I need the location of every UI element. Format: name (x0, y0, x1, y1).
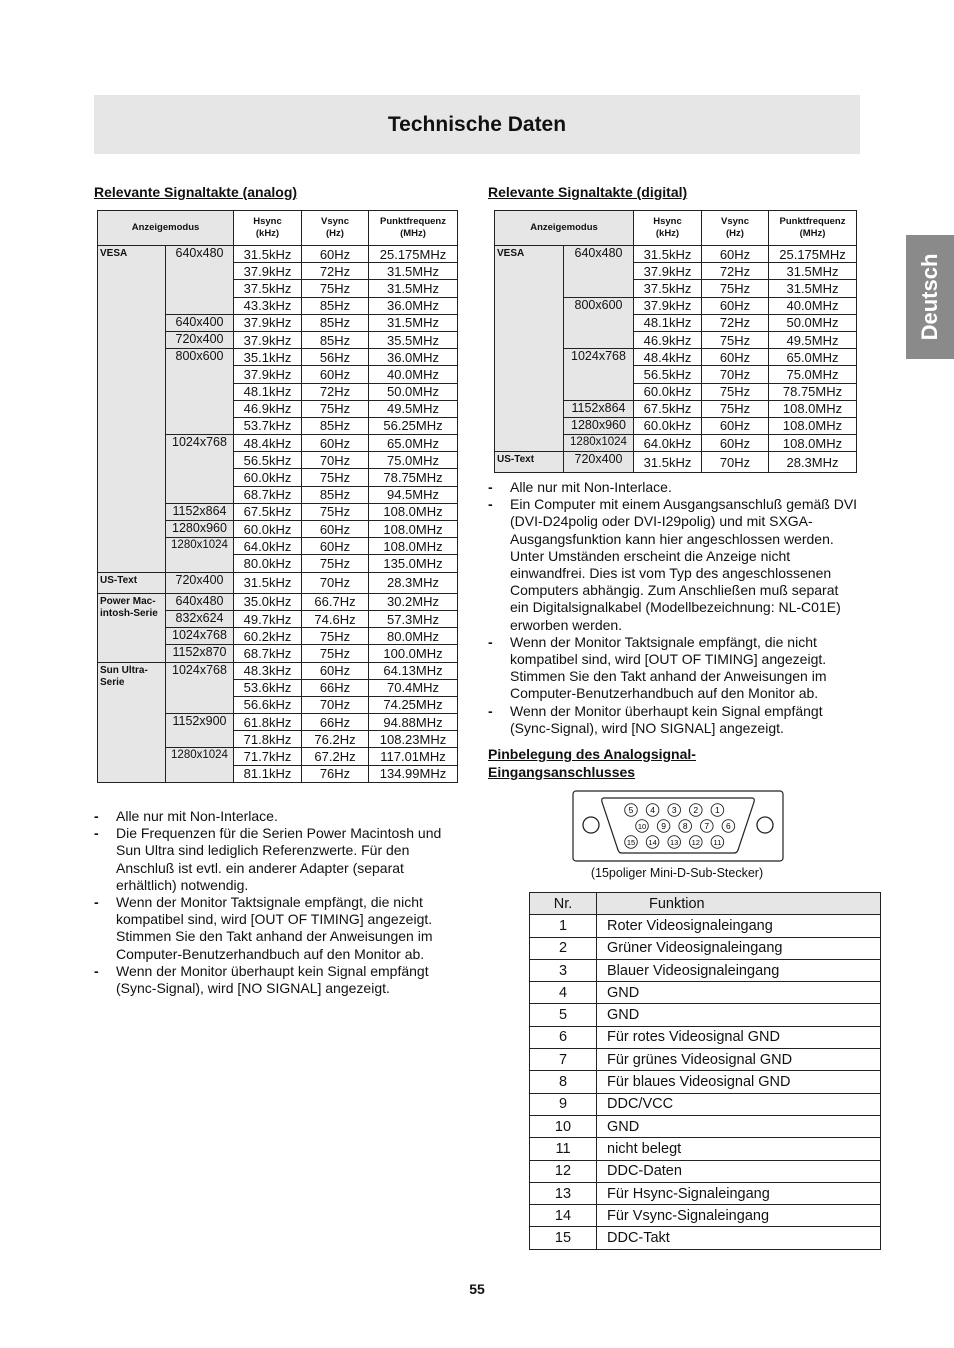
vsync-cell: 60Hz (702, 349, 769, 366)
hsync-cell: 56.6kHz (234, 696, 302, 713)
resolution-cell: 1280x1024 (166, 748, 234, 782)
vsync-cell: 70Hz (302, 572, 369, 593)
pin-function-cell: Für blaues Videosignal GND (597, 1071, 881, 1093)
table-row (98, 662, 458, 679)
hsync-cell: 68.7kHz (234, 486, 302, 503)
pixel-clock-cell: 64.13MHz (369, 662, 458, 679)
vsync-cell: 75Hz (702, 331, 769, 348)
pin-number-cell: 5 (530, 1004, 597, 1026)
hsync-cell: 53.6kHz (234, 679, 302, 696)
page-number: 55 (469, 1281, 485, 1297)
hsync-cell: 35.1kHz (234, 349, 302, 366)
vsync-cell: 85Hz (302, 297, 369, 314)
header-pixel-clock (769, 211, 857, 246)
resolution-cell: 800x600 (564, 297, 634, 349)
hsync-cell: 37.9kHz (234, 331, 302, 348)
resolution-cell: 640x480 (166, 246, 234, 315)
vsync-cell: 75Hz (302, 628, 369, 645)
note-text: Ein Computer mit einem Ausgangsanschluß gemäß DVI (DVI-D24polig oder DVI-I29polig) und mit SXGA-Ausgangsfunktion kann hier angeschlossen werden. Unter Umständen erscheint die Anzeige nicht einwandfrei. Dies ist vom Typ des angeschlossenen Computers abhängig. Zum Anschließen muß separat ein Digitalsignalkabel (Modellbezeichnung: NL-C01E) erworben werden. (510, 496, 858, 633)
pin-table-header (530, 893, 881, 915)
pixel-clock-cell: 94.88MHz (369, 714, 458, 731)
pixel-clock-cell: 28.3MHz (769, 452, 857, 473)
table-row (530, 1071, 881, 1093)
vsync-cell: 75Hz (302, 645, 369, 662)
header-function: Funktion (597, 893, 881, 915)
vsync-cell: 85Hz (302, 314, 369, 331)
pin-function-cell: Blauer Videosignaleingang (597, 959, 881, 981)
resolution-cell: 1280x960 (564, 417, 634, 434)
vsync-cell: 60Hz (702, 297, 769, 314)
table-row (530, 1205, 881, 1227)
vsync-cell: 70Hz (702, 366, 769, 383)
vsync-cell: 60Hz (302, 662, 369, 679)
header-vsync (702, 211, 769, 246)
table-row (495, 246, 857, 263)
hsync-cell: 37.9kHz (234, 314, 302, 331)
header-hsync-unit: (kHz) (655, 228, 680, 239)
resolution-cell: 720x400 (564, 452, 634, 473)
vsync-cell: 85Hz (302, 331, 369, 348)
header-mode: Anzeigemodus (98, 211, 234, 246)
digital-notes (488, 479, 860, 737)
pixel-clock-cell: 70.4MHz (369, 679, 458, 696)
table-row (530, 1182, 881, 1204)
language-tab (906, 235, 954, 359)
hsync-cell: 48.3kHz (234, 662, 302, 679)
table-row (530, 959, 881, 981)
vsync-cell: 75Hz (702, 383, 769, 400)
hsync-cell: 46.9kHz (634, 331, 702, 348)
note-bullet: - (488, 633, 493, 650)
pixel-clock-cell: 78.75MHz (769, 383, 857, 400)
vsync-cell: 75Hz (702, 280, 769, 297)
pixel-clock-cell: 74.25MHz (369, 696, 458, 713)
pin-number-cell: 12 (530, 1160, 597, 1182)
table-header-row (98, 211, 458, 246)
vsync-cell: 76.2Hz (302, 731, 369, 748)
pin-number-cell: 10 (530, 1115, 597, 1137)
vsync-cell: 75Hz (702, 400, 769, 417)
pin-number-cell: 11 (530, 1138, 597, 1160)
pixel-clock-cell: 94.5MHz (369, 486, 458, 503)
pin-number-cell: 3 (530, 959, 597, 981)
resolution-cell: 832x624 (166, 610, 234, 627)
hsync-cell: 67.5kHz (634, 400, 702, 417)
vsync-cell: 60Hz (302, 521, 369, 538)
vsync-cell: 66Hz (302, 679, 369, 696)
pixel-clock-cell: 134.99MHz (369, 765, 458, 782)
resolution-cell: 1024x768 (166, 662, 234, 714)
hsync-cell: 53.7kHz (234, 417, 302, 434)
group-label: Sun Ultra-Serie (98, 662, 166, 782)
note-bullet: - (94, 894, 99, 911)
header-nr: Nr. (530, 893, 597, 915)
hsync-cell: 48.1kHz (234, 383, 302, 400)
note-text: Die Frequenzen für die Serien Power Macintosh und Sun Ultra sind lediglich Referenzwerte. Für den Anschluß ist evtl. ein anderer Adapter (separat erhältlich) notwendig. (116, 825, 442, 893)
note-item (94, 894, 466, 963)
pin-function-cell: Roter Videosignaleingang (597, 915, 881, 937)
vsync-cell: 75Hz (302, 280, 369, 297)
pixel-clock-cell: 40.0MHz (769, 297, 857, 314)
pixel-clock-cell: 25.175MHz (369, 246, 458, 263)
hsync-cell: 81.1kHz (234, 765, 302, 782)
resolution-cell: 640x400 (166, 314, 234, 331)
pixel-clock-cell: 31.5MHz (769, 280, 857, 297)
pixel-clock-cell: 108.0MHz (369, 538, 458, 555)
pin-number-cell: 2 (530, 937, 597, 959)
connector-pin-number: 8 (682, 821, 688, 831)
d-sub-connector-diagram (572, 790, 784, 863)
header-vsync (302, 211, 369, 246)
pin-function-cell: Für Hsync-Signaleingang (597, 1182, 881, 1204)
vsync-cell: 66Hz (302, 714, 369, 731)
hsync-cell: 37.9kHz (234, 263, 302, 280)
header-hsync-label: Hsync (653, 216, 682, 227)
pinout-section-title (488, 745, 748, 781)
hsync-cell: 31.5kHz (634, 246, 702, 263)
pixel-clock-cell: 36.0MHz (369, 349, 458, 366)
table-row (530, 1004, 881, 1026)
note-item (488, 703, 860, 737)
pixel-clock-cell: 31.5MHz (369, 280, 458, 297)
hsync-cell: 48.4kHz (634, 349, 702, 366)
pixel-clock-cell: 80.0MHz (369, 628, 458, 645)
hsync-cell: 46.9kHz (234, 400, 302, 417)
header-vsync-label: Vsync (721, 216, 749, 227)
vsync-cell: 72Hz (302, 383, 369, 400)
hsync-cell: 37.9kHz (234, 366, 302, 383)
connector-pin-number: 2 (693, 805, 699, 815)
vsync-cell: 74.6Hz (302, 610, 369, 627)
hsync-cell: 35.0kHz (234, 593, 302, 610)
pin-number-cell: 13 (530, 1182, 597, 1204)
header-hsync (234, 211, 302, 246)
vsync-cell: 56Hz (302, 349, 369, 366)
connector-pin-number: 3 (671, 805, 677, 815)
pixel-clock-cell: 100.0MHz (369, 645, 458, 662)
note-item (488, 634, 860, 703)
note-bullet: - (488, 479, 493, 495)
pin-function-cell: DDC-Daten (597, 1160, 881, 1182)
hsync-cell: 64.0kHz (234, 538, 302, 555)
pin-function-cell: GND (597, 1115, 881, 1137)
language-tab-label: Deutsch (917, 253, 942, 341)
hsync-cell: 37.9kHz (634, 263, 702, 280)
table-row (530, 1049, 881, 1071)
resolution-cell: 1024x768 (166, 435, 234, 504)
table-row (530, 982, 881, 1004)
resolution-cell: 640x480 (166, 593, 234, 610)
connector-pin-number: 1 (715, 805, 720, 815)
header-vsync-label: Vsync (321, 216, 349, 227)
header-pixel-clock-unit: (MHz) (400, 228, 426, 239)
table-row (98, 593, 458, 610)
pixel-clock-cell: 30.2MHz (369, 593, 458, 610)
resolution-cell: 1152x864 (166, 503, 234, 520)
note-text: Wenn der Monitor Taktsignale empfängt, die nicht kompatibel sind, wird [OUT OF TIMING] angezeigt. Stimmen Sie den Takt anhand der Anweisungen im Computer-Benutzerhandbuch auf den Monitor ab. (510, 633, 827, 702)
note-bullet: - (94, 962, 99, 979)
hsync-cell: 71.7kHz (234, 748, 302, 765)
resolution-cell: 1152x870 (166, 645, 234, 662)
pin-assignment-table (529, 892, 881, 1250)
note-item (94, 825, 466, 894)
vsync-cell: 76Hz (302, 765, 369, 782)
hsync-cell: 31.5kHz (234, 572, 302, 593)
table-header-row (495, 211, 857, 246)
note-item (488, 496, 860, 634)
vsync-cell: 70Hz (302, 696, 369, 713)
header-vsync-unit: (Hz) (726, 228, 744, 239)
pin-number-cell: 9 (530, 1093, 597, 1115)
pin-function-cell: Für Vsync-Signaleingang (597, 1205, 881, 1227)
pin-number-cell: 4 (530, 982, 597, 1004)
header-mode: Anzeigemodus (495, 211, 634, 246)
resolution-cell: 800x600 (166, 349, 234, 435)
analog-section-title: Relevante Signaltakte (analog) (94, 184, 298, 200)
resolution-cell: 640x480 (564, 246, 634, 298)
vsync-cell: 60Hz (302, 246, 369, 263)
header-pixel-clock-label: Punktfrequenz (380, 216, 446, 227)
resolution-cell: 1152x864 (564, 400, 634, 417)
analog-notes (94, 808, 466, 997)
pixel-clock-cell: 50.0MHz (769, 314, 857, 331)
table-row (530, 1115, 881, 1137)
group-label: US-Text (495, 452, 564, 473)
hsync-cell: 56.5kHz (634, 366, 702, 383)
hsync-cell: 37.9kHz (634, 297, 702, 314)
hsync-cell: 37.5kHz (234, 280, 302, 297)
vsync-cell: 75Hz (302, 503, 369, 520)
pixel-clock-cell: 75.0MHz (369, 452, 458, 469)
pin-number-cell: 1 (530, 915, 597, 937)
connector-pin-number: 13 (670, 838, 679, 847)
vsync-cell: 67.2Hz (302, 748, 369, 765)
resolution-cell: 1024x768 (166, 628, 234, 645)
vsync-cell: 85Hz (302, 486, 369, 503)
header-hsync-label: Hsync (253, 216, 282, 227)
vsync-cell: 70Hz (702, 452, 769, 473)
pixel-clock-cell: 36.0MHz (369, 297, 458, 314)
note-text: Alle nur mit Non-Interlace. (510, 479, 672, 495)
table-row (530, 1227, 881, 1249)
note-item (488, 479, 860, 496)
vsync-cell: 72Hz (302, 263, 369, 280)
note-bullet: - (94, 808, 99, 824)
pin-number-cell: 7 (530, 1049, 597, 1071)
analog-timing-table (97, 210, 458, 783)
group-label: VESA (98, 246, 166, 573)
hsync-cell: 60.0kHz (234, 521, 302, 538)
table-row (530, 1026, 881, 1048)
header-pixel-clock-unit: (MHz) (799, 228, 826, 239)
pixel-clock-cell: 25.175MHz (769, 246, 857, 263)
note-bullet: - (488, 702, 493, 719)
hsync-cell: 56.5kHz (234, 452, 302, 469)
pin-function-cell: GND (597, 1004, 881, 1026)
hsync-cell: 71.8kHz (234, 731, 302, 748)
vsync-cell: 60Hz (702, 435, 769, 452)
header-pixel-clock (369, 211, 458, 246)
hsync-cell: 68.7kHz (234, 645, 302, 662)
vsync-cell: 60Hz (302, 538, 369, 555)
connector-pin-number: 11 (713, 838, 722, 847)
digital-section-title: Relevante Signaltakte (digital) (488, 184, 688, 200)
header-vsync-unit: (Hz) (326, 228, 344, 239)
pin-function-cell: Grüner Videosignaleingang (597, 937, 881, 959)
pixel-clock-cell: 135.0MHz (369, 555, 458, 572)
hsync-cell: 37.5kHz (634, 280, 702, 297)
resolution-cell: 720x400 (166, 572, 234, 593)
pixel-clock-cell: 31.5MHz (769, 263, 857, 280)
vsync-cell: 75Hz (302, 469, 369, 486)
pixel-clock-cell: 78.75MHz (369, 469, 458, 486)
pixel-clock-cell: 108.0MHz (769, 435, 857, 452)
resolution-cell: 720x400 (166, 331, 234, 348)
connector-pin-number: 6 (726, 821, 731, 831)
note-bullet: - (488, 496, 493, 513)
vsync-cell: 66.7Hz (302, 593, 369, 610)
resolution-cell: 1024x768 (564, 349, 634, 401)
resolution-cell: 1280x960 (166, 521, 234, 538)
resolution-cell: 1280x1024 (564, 435, 634, 452)
pin-number-cell: 14 (530, 1205, 597, 1227)
pinout-title-line-2: Eingangsanschlusses (488, 764, 636, 780)
pin-function-cell: Für rotes Videosignal GND (597, 1026, 881, 1048)
pixel-clock-cell: 108.0MHz (769, 400, 857, 417)
note-bullet: - (94, 825, 99, 842)
vsync-cell: 60Hz (702, 417, 769, 434)
group-label: US-Text (98, 572, 166, 593)
pin-number-cell: 15 (530, 1227, 597, 1249)
hsync-cell: 49.7kHz (234, 610, 302, 627)
note-item (94, 963, 466, 997)
pixel-clock-cell: 31.5MHz (369, 263, 458, 280)
pixel-clock-cell: 49.5MHz (769, 331, 857, 348)
connector-pin-number: 14 (648, 838, 657, 847)
vsync-cell: 70Hz (302, 452, 369, 469)
pixel-clock-cell: 56.25MHz (369, 417, 458, 434)
pin-function-cell: DDC-Takt (597, 1227, 881, 1249)
connector-pin-number: 9 (661, 821, 666, 831)
pixel-clock-cell: 65.0MHz (369, 435, 458, 452)
pin-function-cell: Für grünes Videosignal GND (597, 1049, 881, 1071)
pixel-clock-cell: 49.5MHz (369, 400, 458, 417)
group-label: Power Mac-intosh-Serie (98, 593, 166, 662)
pin-function-cell: nicht belegt (597, 1138, 881, 1160)
connector-pin-number: 7 (704, 821, 710, 831)
pixel-clock-cell: 117.01MHz (369, 748, 458, 765)
connector-pin-number: 10 (637, 822, 647, 831)
connector-pin-number: 4 (650, 805, 655, 815)
table-row (530, 915, 881, 937)
pixel-clock-cell: 40.0MHz (369, 366, 458, 383)
hsync-cell: 60.0kHz (634, 417, 702, 434)
hsync-cell: 61.8kHz (234, 714, 302, 731)
note-text: Wenn der Monitor überhaupt kein Signal empfängt (Sync-Signal), wird [NO SIGNAL] angezeigt. (510, 702, 823, 736)
note-text: Wenn der Monitor Taktsignale empfängt, die nicht kompatibel sind, wird [OUT OF TIMING] angezeigt. Stimmen Sie den Takt anhand der Anweisungen im Computer-Benutzerhandbuch auf den Monitor ab. (116, 894, 433, 962)
title-bar (94, 95, 860, 154)
hsync-cell: 60.0kHz (234, 469, 302, 486)
resolution-cell: 1280x1024 (166, 538, 234, 572)
digital-timing-table (494, 210, 857, 473)
hsync-cell: 31.5kHz (634, 452, 702, 473)
connector-caption: (15poliger Mini-D-Sub-Stecker) (590, 866, 764, 880)
connector-pin-number: 5 (628, 805, 634, 815)
table-row (530, 1138, 881, 1160)
hsync-cell: 60.0kHz (634, 383, 702, 400)
vsync-cell: 85Hz (302, 417, 369, 434)
table-row (98, 246, 458, 263)
pixel-clock-cell: 31.5MHz (369, 314, 458, 331)
vsync-cell: 75Hz (302, 400, 369, 417)
table-row (495, 452, 857, 473)
hsync-cell: 80.0kHz (234, 555, 302, 572)
header-hsync (634, 211, 702, 246)
note-text: Alle nur mit Non-Interlace. (116, 808, 278, 824)
hsync-cell: 48.1kHz (634, 314, 702, 331)
pixel-clock-cell: 28.3MHz (369, 572, 458, 593)
pin-function-cell: GND (597, 982, 881, 1004)
table-row (530, 1160, 881, 1182)
vsync-cell: 60Hz (702, 246, 769, 263)
vsync-cell: 75Hz (302, 555, 369, 572)
vsync-cell: 60Hz (302, 435, 369, 452)
table-row (530, 1093, 881, 1115)
pixel-clock-cell: 50.0MHz (369, 383, 458, 400)
header-hsync-unit: (kHz) (255, 228, 280, 239)
note-text: Wenn der Monitor überhaupt kein Signal empfängt (Sync-Signal), wird [NO SIGNAL] angezeigt. (116, 962, 429, 997)
page-title: Technische Daten (387, 113, 567, 136)
connector-pin-number: 15 (626, 838, 636, 847)
resolution-cell: 1152x900 (166, 714, 234, 748)
group-label: VESA (495, 246, 564, 452)
pixel-clock-cell: 57.3MHz (369, 610, 458, 627)
pin-number-cell: 6 (530, 1026, 597, 1048)
hsync-cell: 64.0kHz (634, 435, 702, 452)
pixel-clock-cell: 75.0MHz (769, 366, 857, 383)
table-row (530, 937, 881, 959)
pin-function-cell: DDC/VCC (597, 1093, 881, 1115)
pin-number-cell: 8 (530, 1071, 597, 1093)
pixel-clock-cell: 108.0MHz (369, 521, 458, 538)
hsync-cell: 60.2kHz (234, 628, 302, 645)
pixel-clock-cell: 35.5MHz (369, 331, 458, 348)
vsync-cell: 72Hz (702, 314, 769, 331)
pixel-clock-cell: 108.0MHz (369, 503, 458, 520)
hsync-cell: 48.4kHz (234, 435, 302, 452)
vsync-cell: 60Hz (302, 366, 369, 383)
pixel-clock-cell: 65.0MHz (769, 349, 857, 366)
hsync-cell: 43.3kHz (234, 297, 302, 314)
pixel-clock-cell: 108.0MHz (769, 417, 857, 434)
header-pixel-clock-label: Punktfrequenz (779, 216, 846, 227)
pinout-title-line-1: Pinbelegung des Analogsignal- (488, 746, 696, 762)
hsync-cell: 31.5kHz (234, 246, 302, 263)
table-row (98, 572, 458, 593)
hsync-cell: 67.5kHz (234, 503, 302, 520)
vsync-cell: 72Hz (702, 263, 769, 280)
note-item (94, 808, 466, 825)
pixel-clock-cell: 108.23MHz (369, 731, 458, 748)
connector-pin-number: 12 (691, 838, 700, 847)
